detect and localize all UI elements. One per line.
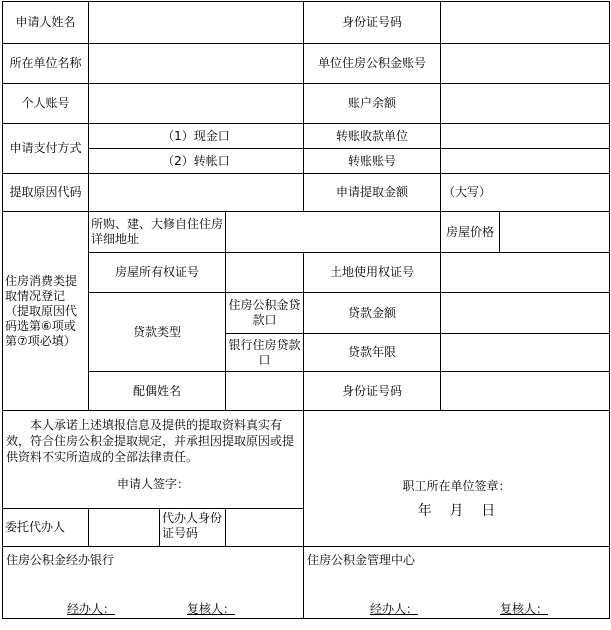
bank-loan-option[interactable]: 银行住房贷款口 [226,334,304,372]
ownership-cert-field[interactable] [226,253,304,293]
bank-label: 住房公积金经办银行 [6,553,115,567]
personal-account-field[interactable] [89,84,304,124]
employer-seal-label: 职工所在单位签章： [402,478,511,493]
employer-fund-account-field[interactable] [441,44,610,84]
spouse-name-label: 配偶姓名 [89,372,226,411]
personal-account-label: 个人账号 [3,84,89,124]
address-field[interactable] [226,212,441,253]
agent-name-field[interactable] [89,509,160,546]
bank-handler-label[interactable]: 经办人： [67,602,116,616]
seal-date: 年 月 日 [417,502,496,519]
employer-name-label: 所在单位名称 [3,44,89,84]
ownership-cert-label: 房屋所有权证号 [89,253,226,293]
apply-amount-field[interactable]: （大写） [441,174,610,212]
agent-label: 委托代办人 [3,509,89,547]
transfer-payee-label: 转账收款单位 [304,124,441,149]
bank-reviewer-label[interactable]: 复核人： [187,602,236,616]
apply-amount-label: 申请提取金额 [304,174,441,212]
transfer-account-label: 转账账号 [304,149,441,174]
house-price-field[interactable] [500,212,610,253]
transfer-account-field[interactable] [441,149,610,174]
reason-code-label: 提取原因代码 [3,174,89,212]
center-cell [304,547,610,619]
spouse-id-field[interactable] [441,372,610,411]
center-reviewer-label[interactable]: 复核人： [500,602,549,616]
transfer-payee-field[interactable] [441,124,610,149]
spouse-name-field[interactable] [226,372,304,411]
loan-amount-label: 贷款金额 [304,293,441,334]
loan-amount-field[interactable] [441,293,610,334]
applicant-signature[interactable]: 申请人签字： [116,477,189,491]
applicant-name-label: 申请人姓名 [3,2,89,44]
spouse-id-label: 身份证号码 [304,372,441,411]
house-price-label: 房屋价格 [441,212,500,253]
employer-seal-cell[interactable] [304,411,610,547]
declaration-text: 本人承诺上述填报信息及提供的提取资料真实有效，符合住房公积金提取规定，并承担因提取原因或提供资料不实所造成的全部法律责任。 [6,418,295,464]
employer-fund-account-label: 单位住房公积金账号 [304,44,441,84]
loan-term-field[interactable] [441,334,610,372]
applicant-name-field[interactable] [89,2,304,44]
agent-id-field[interactable] [226,509,304,547]
form-table [2,1,610,619]
loan-term-label: 贷款年限 [304,334,441,372]
reason-code-field[interactable] [89,174,304,212]
land-cert-label: 土地使用权证号 [304,253,441,293]
center-label: 住房公积金管理中心 [307,553,416,567]
id-number-field[interactable] [441,2,610,44]
address-label: 所购、建、大修自住住房详细地址 [89,212,226,253]
agent-id-label: 代办人身份证号码 [162,511,223,540]
agent-name-field-spacer[interactable] [89,509,226,547]
bank-cell [3,547,304,619]
center-handler-label[interactable]: 经办人： [370,602,419,616]
transfer-option[interactable]: （2）转帐口 [89,149,304,174]
payment-method-label: 申请支付方式 [3,124,89,174]
fund-loan-option[interactable]: 住房公积金贷款口 [226,293,304,334]
housing-section-label: 住房消费类提取情况登记（提取原因代码选第⑥项或第⑦项必填） [3,212,89,411]
cash-option[interactable]: （1）现金口 [89,124,304,149]
employer-name-field[interactable] [89,44,304,84]
loan-type-label: 贷款类型 [89,293,226,372]
declaration-cell [3,411,304,509]
land-cert-field[interactable] [441,253,610,293]
balance-field[interactable] [441,84,610,124]
id-number-label: 身份证号码 [304,2,441,44]
balance-label: 账户余额 [304,84,441,124]
